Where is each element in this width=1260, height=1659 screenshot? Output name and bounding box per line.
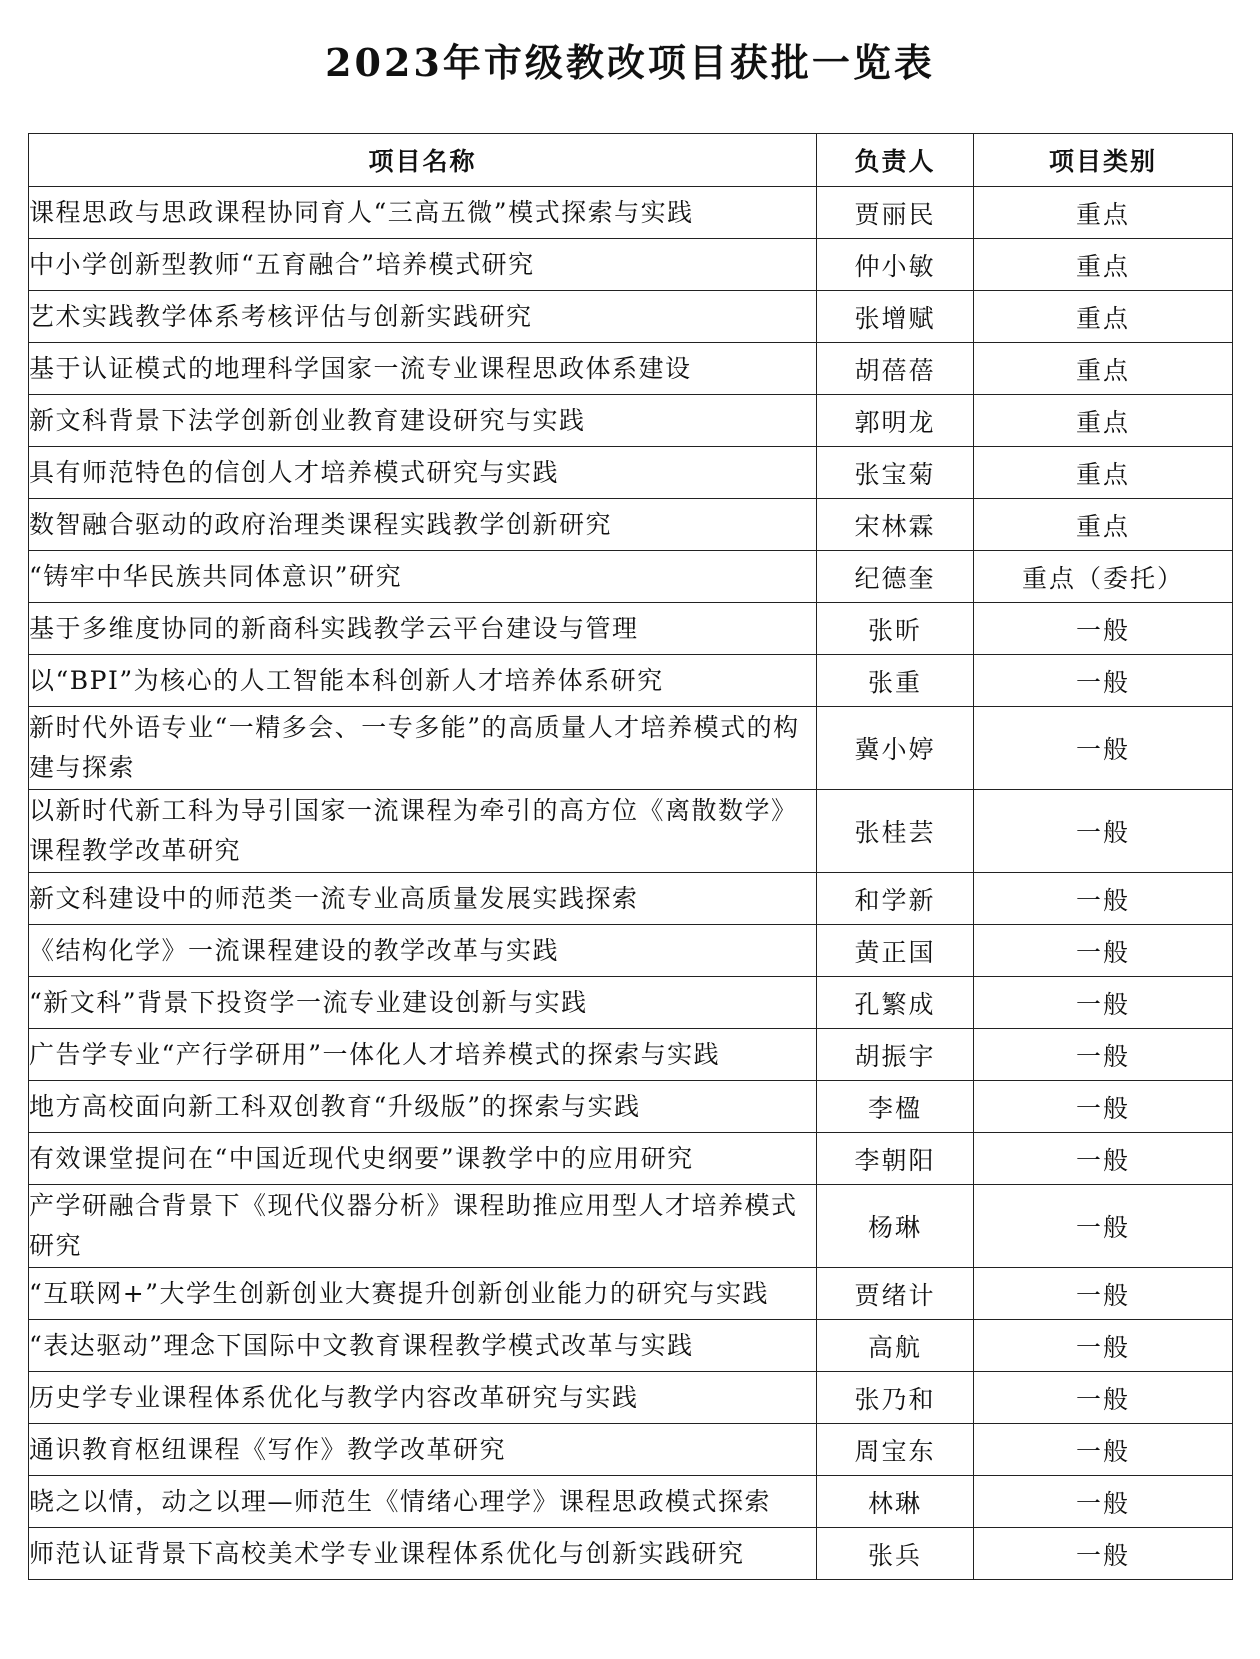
owner-cell: 林琳 bbox=[817, 1476, 974, 1528]
table-row bbox=[29, 1476, 1233, 1528]
table-row bbox=[29, 925, 1233, 977]
category-cell: 重点 bbox=[974, 395, 1233, 447]
category-cell: 一般 bbox=[974, 1424, 1233, 1476]
category-cell: 一般 bbox=[974, 1029, 1233, 1081]
table-row bbox=[29, 707, 1233, 790]
owner-cell: 张乃和 bbox=[817, 1372, 974, 1424]
project-name-cell: 师范认证背景下高校美术学专业课程体系优化与创新实践研究 bbox=[29, 1528, 817, 1580]
category-cell: 一般 bbox=[974, 1081, 1233, 1133]
table-row bbox=[29, 1029, 1233, 1081]
project-name-cell: 历史学专业课程体系优化与教学内容改革研究与实践 bbox=[29, 1372, 817, 1424]
owner-cell: 张重 bbox=[817, 655, 974, 707]
table-row bbox=[29, 343, 1233, 395]
category-cell: 一般 bbox=[974, 707, 1233, 790]
table-row bbox=[29, 395, 1233, 447]
category-cell: 重点 bbox=[974, 291, 1233, 343]
table-row bbox=[29, 499, 1233, 551]
owner-cell: 胡振宇 bbox=[817, 1029, 974, 1081]
table-row bbox=[29, 873, 1233, 925]
table-header-row bbox=[29, 134, 1233, 187]
category-cell: 一般 bbox=[974, 790, 1233, 873]
category-cell: 重点 bbox=[974, 187, 1233, 239]
project-name-cell: 数智融合驱动的政府治理类课程实践教学创新研究 bbox=[29, 499, 817, 551]
owner-cell: 杨琳 bbox=[817, 1185, 974, 1268]
project-name-cell: 具有师范特色的信创人才培养模式研究与实践 bbox=[29, 447, 817, 499]
table-row bbox=[29, 447, 1233, 499]
table-row bbox=[29, 1133, 1233, 1185]
project-name-cell: 新文科建设中的师范类一流专业高质量发展实践探索 bbox=[29, 873, 817, 925]
project-name-cell: 基于认证模式的地理科学国家一流专业课程思政体系建设 bbox=[29, 343, 817, 395]
category-cell: 一般 bbox=[974, 1372, 1233, 1424]
header-category: 项目类别 bbox=[974, 134, 1233, 187]
page-title: 2023年市级教改项目获批一览表 bbox=[325, 40, 935, 85]
owner-cell: 张昕 bbox=[817, 603, 974, 655]
project-name-cell: 以新时代新工科为导引国家一流课程为牵引的高方位《离散数学》课程教学改革研究 bbox=[29, 790, 817, 873]
header-project-name: 项目名称 bbox=[29, 134, 817, 187]
category-cell: 一般 bbox=[974, 873, 1233, 925]
owner-cell: 冀小婷 bbox=[817, 707, 974, 790]
table-row bbox=[29, 655, 1233, 707]
category-cell: 一般 bbox=[974, 977, 1233, 1029]
owner-cell: 贾丽民 bbox=[817, 187, 974, 239]
table-row bbox=[29, 1268, 1233, 1320]
owner-cell: 周宝东 bbox=[817, 1424, 974, 1476]
project-name-cell: 新时代外语专业“一精多会、一专多能”的高质量人才培养模式的构建与探索 bbox=[29, 707, 817, 790]
project-name-cell: “新文科”背景下投资学一流专业建设创新与实践 bbox=[29, 977, 817, 1029]
category-cell: 重点 bbox=[974, 447, 1233, 499]
owner-cell: 高航 bbox=[817, 1320, 974, 1372]
owner-cell: 张兵 bbox=[817, 1528, 974, 1580]
project-name-cell: 产学研融合背景下《现代仪器分析》课程助推应用型人才培养模式研究 bbox=[29, 1185, 817, 1268]
table-row bbox=[29, 551, 1233, 603]
owner-cell: 仲小敏 bbox=[817, 239, 974, 291]
project-name-cell: 广告学专业“产行学研用”一体化人才培养模式的探索与实践 bbox=[29, 1029, 817, 1081]
project-name-cell: 晓之以情，动之以理—师范生《情绪心理学》课程思政模式探索 bbox=[29, 1476, 817, 1528]
table-row bbox=[29, 1185, 1233, 1268]
table-row bbox=[29, 1372, 1233, 1424]
owner-cell: 张宝菊 bbox=[817, 447, 974, 499]
project-name-cell: “互联网+”大学生创新创业大赛提升创新创业能力的研究与实践 bbox=[29, 1268, 817, 1320]
owner-cell: 郭明龙 bbox=[817, 395, 974, 447]
owner-cell: 和学新 bbox=[817, 873, 974, 925]
project-name-cell: 地方高校面向新工科双创教育“升级版”的探索与实践 bbox=[29, 1081, 817, 1133]
header-owner: 负责人 bbox=[817, 134, 974, 187]
category-cell: 重点 bbox=[974, 343, 1233, 395]
table-row bbox=[29, 187, 1233, 239]
project-name-cell: 新文科背景下法学创新创业教育建设研究与实践 bbox=[29, 395, 817, 447]
owner-cell: 李朝阳 bbox=[817, 1133, 974, 1185]
project-name-cell: 艺术实践教学体系考核评估与创新实践研究 bbox=[29, 291, 817, 343]
project-name-cell: “表达驱动”理念下国际中文教育课程教学模式改革与实践 bbox=[29, 1320, 817, 1372]
category-cell: 一般 bbox=[974, 1476, 1233, 1528]
category-cell: 重点 bbox=[974, 239, 1233, 291]
category-cell: 重点（委托） bbox=[974, 551, 1233, 603]
project-name-cell: 通识教育枢纽课程《写作》教学改革研究 bbox=[29, 1424, 817, 1476]
category-cell: 一般 bbox=[974, 1185, 1233, 1268]
owner-cell: 黄正国 bbox=[817, 925, 974, 977]
project-name-cell: 《结构化学》一流课程建设的教学改革与实践 bbox=[29, 925, 817, 977]
category-cell: 一般 bbox=[974, 603, 1233, 655]
category-cell: 重点 bbox=[974, 499, 1233, 551]
owner-cell: 孔繁成 bbox=[817, 977, 974, 1029]
owner-cell: 纪德奎 bbox=[817, 551, 974, 603]
table-row bbox=[29, 1424, 1233, 1476]
owner-cell: 宋林霖 bbox=[817, 499, 974, 551]
table-row bbox=[29, 291, 1233, 343]
table-row bbox=[29, 603, 1233, 655]
owner-cell: 张桂芸 bbox=[817, 790, 974, 873]
category-cell: 一般 bbox=[974, 1268, 1233, 1320]
category-cell: 一般 bbox=[974, 1320, 1233, 1372]
category-cell: 一般 bbox=[974, 1528, 1233, 1580]
owner-cell: 胡蓓蓓 bbox=[817, 343, 974, 395]
projects-table bbox=[28, 133, 1233, 1580]
table-row bbox=[29, 1528, 1233, 1580]
project-name-cell: 有效课堂提问在“中国近现代史纲要”课教学中的应用研究 bbox=[29, 1133, 817, 1185]
table-row bbox=[29, 1081, 1233, 1133]
project-name-cell: 课程思政与思政课程协同育人“三高五微”模式探索与实践 bbox=[29, 187, 817, 239]
project-name-cell: 基于多维度协同的新商科实践教学云平台建设与管理 bbox=[29, 603, 817, 655]
category-cell: 一般 bbox=[974, 655, 1233, 707]
project-name-cell: 中小学创新型教师“五育融合”培养模式研究 bbox=[29, 239, 817, 291]
category-cell: 一般 bbox=[974, 925, 1233, 977]
project-name-cell: 以“BPI”为核心的人工智能本科创新人才培养体系研究 bbox=[29, 655, 817, 707]
owner-cell: 贾绪计 bbox=[817, 1268, 974, 1320]
table-row bbox=[29, 1320, 1233, 1372]
owner-cell: 李楹 bbox=[817, 1081, 974, 1133]
table-row bbox=[29, 790, 1233, 873]
category-cell: 一般 bbox=[974, 1133, 1233, 1185]
owner-cell: 张增赋 bbox=[817, 291, 974, 343]
table-row bbox=[29, 977, 1233, 1029]
project-name-cell: “铸牢中华民族共同体意识”研究 bbox=[29, 551, 817, 603]
table-row bbox=[29, 239, 1233, 291]
